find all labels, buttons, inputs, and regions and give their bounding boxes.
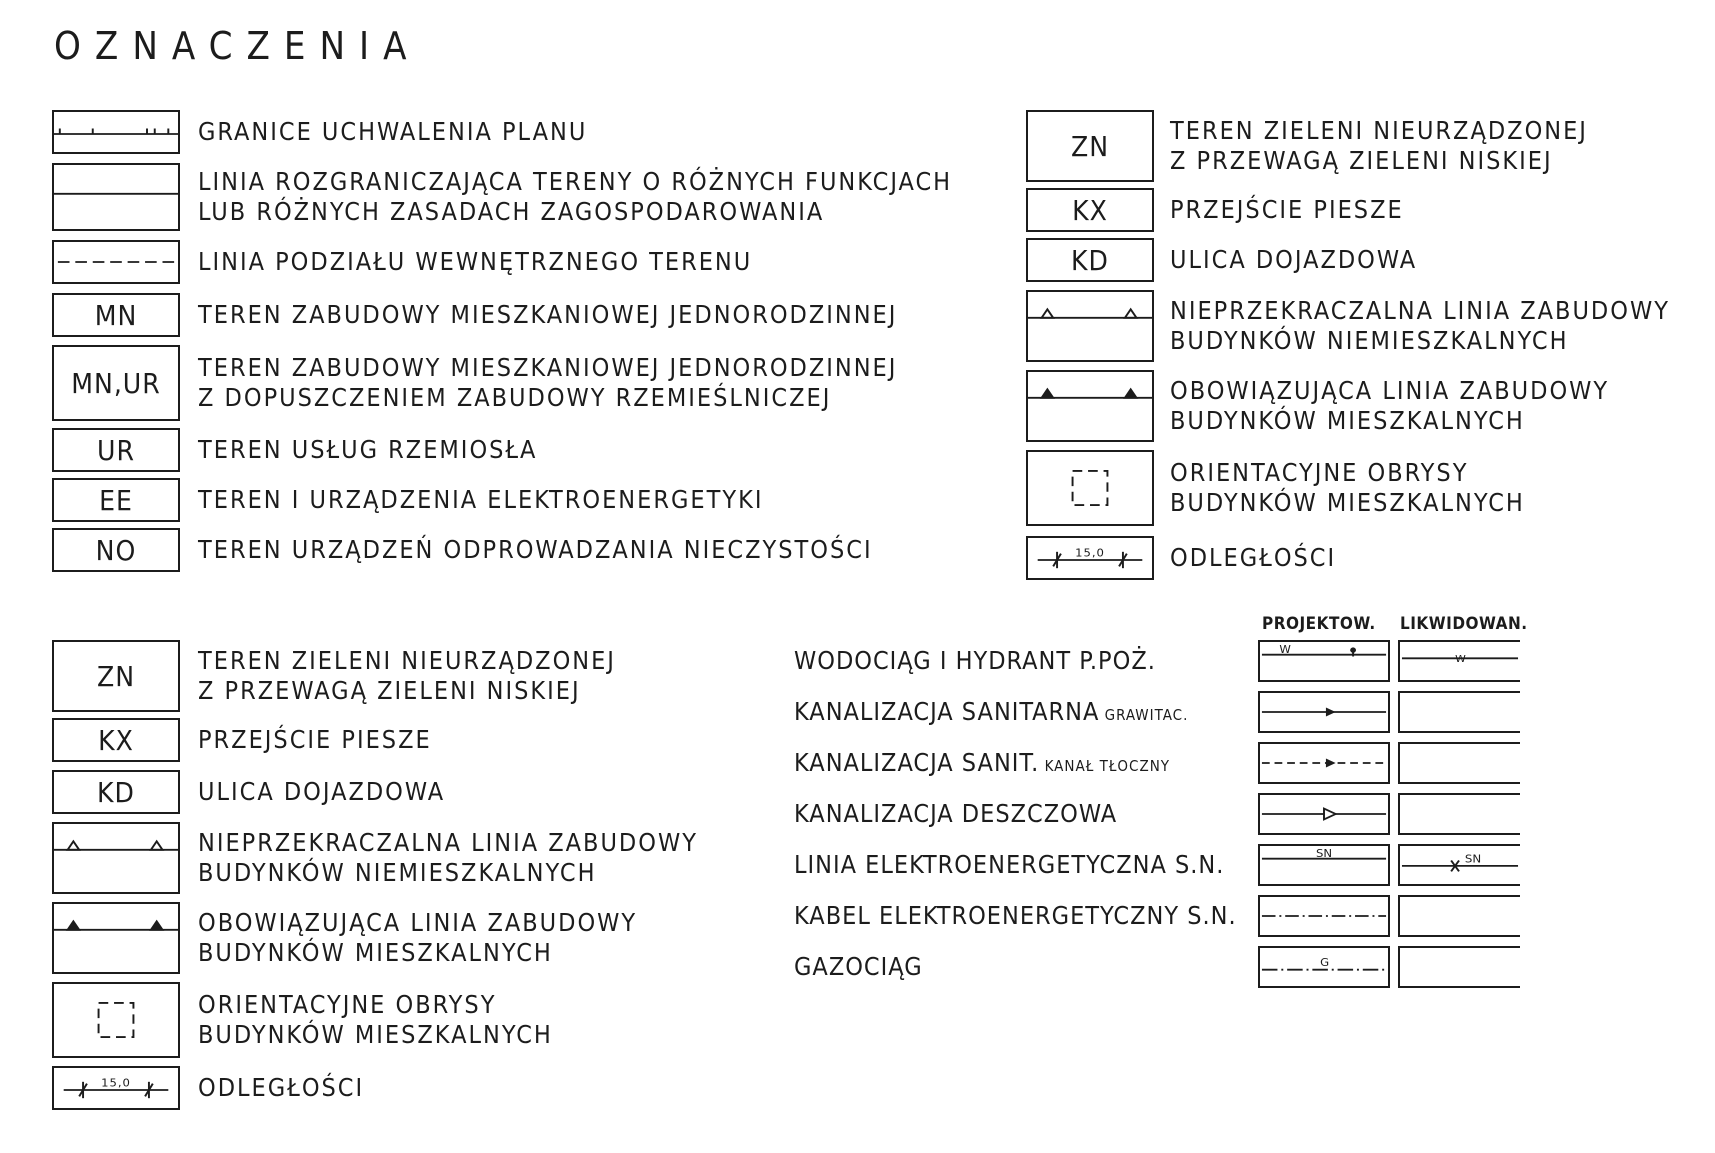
legend-symbol-box	[52, 110, 180, 154]
legend-symbol-box	[52, 163, 180, 231]
legend-symbol-box	[52, 902, 180, 974]
border-plan-symbol	[54, 112, 178, 152]
utility-label-main: KABEL ELEKTROENERGETYCZNY S.N.	[794, 901, 1237, 930]
symbol-code: MN,UR	[71, 366, 161, 400]
legend-label-line: BUDYNKÓW NIEMIESZKALNYCH	[1170, 326, 1569, 355]
header-removed: LIKWIDOWAN.	[1400, 614, 1528, 634]
legend-label	[198, 353, 897, 413]
legend-label-line: ORIENTACYJNE OBRYSY	[198, 990, 497, 1019]
utility-label-main: KANALIZACJA SANITARNA	[794, 697, 1100, 726]
legend-label-line: LINIA ROZGRANICZAJĄCA TERENY O RÓŻNYCH FUNKCJACH	[198, 167, 953, 196]
legend-symbol-box	[52, 640, 180, 712]
legend-label-line: BUDYNKÓW MIESZKALNYCH	[1170, 488, 1525, 517]
utility-projected-symbol	[1258, 844, 1390, 886]
legend-label-line: BUDYNKÓW MIESZKALNYCH	[198, 938, 553, 967]
legend-label-line: PRZEJŚCIE PIESZE	[198, 725, 432, 754]
legend-symbol-box	[1026, 290, 1154, 362]
legend-label-line: BUDYNKÓW NIEMIESZKALNYCH	[198, 858, 597, 887]
legend-label	[1170, 376, 1609, 436]
legend-symbol-box	[52, 770, 180, 814]
utility-projected-symbol	[1258, 691, 1390, 733]
legend-symbol-box	[52, 478, 180, 522]
utility-removed-symbol	[1398, 946, 1520, 988]
symbol-code: KX	[1072, 193, 1108, 227]
legend-label-line: OBOWIĄZUJĄCA LINIA ZABUDOWY	[1170, 376, 1610, 405]
utility-label-note: KANAŁ TŁOCZNY	[1039, 757, 1171, 775]
legend-label-line: TEREN ZIELENI NIEURZĄDZONEJ	[1170, 116, 1588, 145]
legend-label	[198, 247, 752, 277]
symbol-code: KD	[97, 775, 135, 809]
utility-label	[794, 850, 1224, 879]
legend-label-line: LINIA PODZIAŁU WEWNĘTRZNEGO TERENU	[198, 247, 753, 276]
dimension-value: 15,0	[1075, 546, 1105, 560]
legend-label	[198, 1073, 364, 1103]
gas-symbol-letter: G	[1320, 956, 1330, 969]
legend-label	[198, 777, 445, 807]
legend-label-line: Z PRZEWAGĄ ZIELENI NISKIEJ	[1170, 146, 1553, 175]
legend-symbol-box	[1026, 238, 1154, 282]
utility-label-main: KANALIZACJA DESZCZOWA	[794, 799, 1118, 828]
utility-label	[794, 748, 1170, 777]
symbol-code: UR	[97, 433, 135, 467]
utility-projected-symbol	[1258, 895, 1390, 937]
line-filled-triangles-symbol	[1028, 372, 1152, 440]
legend-label	[198, 435, 537, 465]
legend-label	[198, 535, 873, 565]
dimension-symbol	[1028, 538, 1152, 578]
utility-label	[794, 799, 1117, 828]
symbol-code: NO	[95, 533, 137, 567]
utility-projected-symbol	[1258, 742, 1390, 784]
legend-symbol-box	[52, 240, 180, 284]
legend-label-line: ULICA DOJAZDOWA	[1170, 245, 1418, 274]
sn-symbol-text: SN	[1315, 847, 1333, 860]
symbol-code: EE	[99, 483, 133, 517]
dashed-square-symbol	[54, 984, 178, 1056]
legend-label-line: TEREN ZABUDOWY MIESZKANIOWEJ JEDNORODZINNEJ	[198, 300, 898, 329]
legend-label-line: NIEPRZEKRACZALNA LINIA ZABUDOWY	[1170, 296, 1670, 325]
legend-symbol-box	[52, 345, 180, 421]
legend-label-line: TEREN ZABUDOWY MIESZKANIOWEJ JEDNORODZINNEJ	[198, 353, 898, 382]
utility-removed-symbol	[1398, 742, 1520, 784]
legend-symbol-box	[1026, 370, 1154, 442]
legend-label	[198, 117, 587, 147]
legend-label-line: ODLEGŁOŚCI	[1170, 543, 1337, 572]
legend-label-line: BUDYNKÓW MIESZKALNYCH	[198, 1020, 553, 1049]
legend-symbol-box	[52, 1066, 180, 1110]
utility-removed-symbol	[1398, 691, 1520, 733]
legend-label-line: Z PRZEWAGĄ ZIELENI NISKIEJ	[198, 676, 581, 705]
legend-label-line: TEREN USŁUG RZEMIOSŁA	[198, 435, 538, 464]
utility-projected-symbol	[1258, 793, 1390, 835]
legend-label	[198, 990, 553, 1050]
line-solid-symbol	[54, 165, 178, 229]
legend-symbol-box	[52, 718, 180, 762]
legend-label-line: TEREN ZIELENI NIEURZĄDZONEJ	[198, 646, 616, 675]
utility-removed-symbol	[1398, 793, 1520, 835]
legend-label-line: BUDYNKÓW MIESZKALNYCH	[1170, 406, 1525, 435]
utility-label-note: GRAWITAC.	[1099, 706, 1189, 724]
legend-symbol-box	[1026, 450, 1154, 526]
utility-label-main: LINIA ELEKTROENERGETYCZNA S.N.	[794, 850, 1225, 879]
legend-label-line: NIEPRZEKRACZALNA LINIA ZABUDOWY	[198, 828, 698, 857]
legend-label-line: GRANICE UCHWALENIA PLANU	[198, 117, 588, 146]
legend-label-line: ODLEGŁOŚCI	[198, 1073, 365, 1102]
utility-label-main: KANALIZACJA SANIT.	[794, 748, 1040, 777]
legend-label	[198, 167, 952, 227]
legend-label	[198, 725, 432, 755]
legend-symbol-box	[52, 822, 180, 894]
legend-label-line: Z DOPUSZCZENIEM ZABUDOWY RZEMIEŚLNICZEJ	[198, 383, 832, 412]
legend-label-line: OBOWIĄZUJĄCA LINIA ZABUDOWY	[198, 908, 638, 937]
legend-title: OZNACZENIA	[54, 24, 421, 68]
legend-label	[198, 828, 698, 888]
legend-label-line: TEREN I URZĄDZENIA ELEKTROENERGETYKI	[198, 485, 764, 514]
legend-symbol-box	[52, 528, 180, 572]
legend-symbol-box	[1026, 110, 1154, 182]
utility-label	[794, 646, 1156, 675]
water-symbol-letter: W	[1279, 643, 1291, 656]
legend-label-line: PRZEJŚCIE PIESZE	[1170, 195, 1404, 224]
legend-symbol-box	[52, 982, 180, 1058]
line-filled-triangles-symbol	[54, 904, 178, 972]
line-open-triangles-symbol	[1028, 292, 1152, 360]
header-projected: PROJEKTOW.	[1262, 614, 1376, 634]
utility-label	[794, 697, 1188, 726]
utility-projected-symbol	[1258, 946, 1390, 988]
legend-label	[198, 485, 763, 515]
utility-label-main: GAZOCIĄG	[794, 952, 923, 981]
symbol-code: ZN	[1070, 129, 1110, 163]
legend-label-line: ULICA DOJAZDOWA	[198, 777, 446, 806]
symbol-code: KD	[1071, 243, 1109, 277]
legend-symbol-box	[52, 428, 180, 472]
legend-label	[1170, 116, 1588, 176]
symbol-code: ZN	[96, 659, 136, 693]
legend-label-line: ORIENTACYJNE OBRYSY	[1170, 458, 1469, 487]
legend-label	[1170, 195, 1404, 225]
symbol-code: MN	[94, 298, 138, 332]
legend-label	[1170, 296, 1670, 356]
utility-projected-symbol	[1258, 640, 1390, 682]
line-dashed-symbol	[54, 242, 178, 282]
sn-removed-text: SN	[1464, 851, 1482, 866]
legend-label	[198, 908, 637, 968]
utility-label	[794, 901, 1237, 930]
utility-removed-symbol	[1398, 640, 1520, 682]
dashed-square-symbol	[1028, 452, 1152, 524]
legend-label-line: LUB RÓŻNYCH ZASADACH ZAGOSPODAROWANIA	[198, 197, 825, 226]
legend-label-line: TEREN URZĄDZEŃ ODPROWADZANIA NIECZYSTOŚCI	[198, 535, 873, 564]
dimension-symbol	[54, 1068, 178, 1108]
water-removed-letter: W	[1455, 653, 1466, 665]
utility-label-main: WODOCIĄG I HYDRANT P.POŻ.	[794, 646, 1156, 675]
symbol-code: KX	[98, 723, 134, 757]
legend-label	[1170, 543, 1336, 573]
legend-symbol-box	[52, 293, 180, 337]
dimension-value: 15,0	[101, 1076, 131, 1090]
legend-symbol-box	[1026, 188, 1154, 232]
legend-label	[198, 300, 897, 330]
legend-symbol-box	[1026, 536, 1154, 580]
utility-removed-symbol	[1398, 844, 1520, 886]
legend-label	[198, 646, 616, 706]
utility-label	[794, 952, 923, 981]
utility-removed-symbol	[1398, 895, 1520, 937]
legend-label	[1170, 458, 1525, 518]
legend-label	[1170, 245, 1417, 275]
line-open-triangles-symbol	[54, 824, 178, 892]
